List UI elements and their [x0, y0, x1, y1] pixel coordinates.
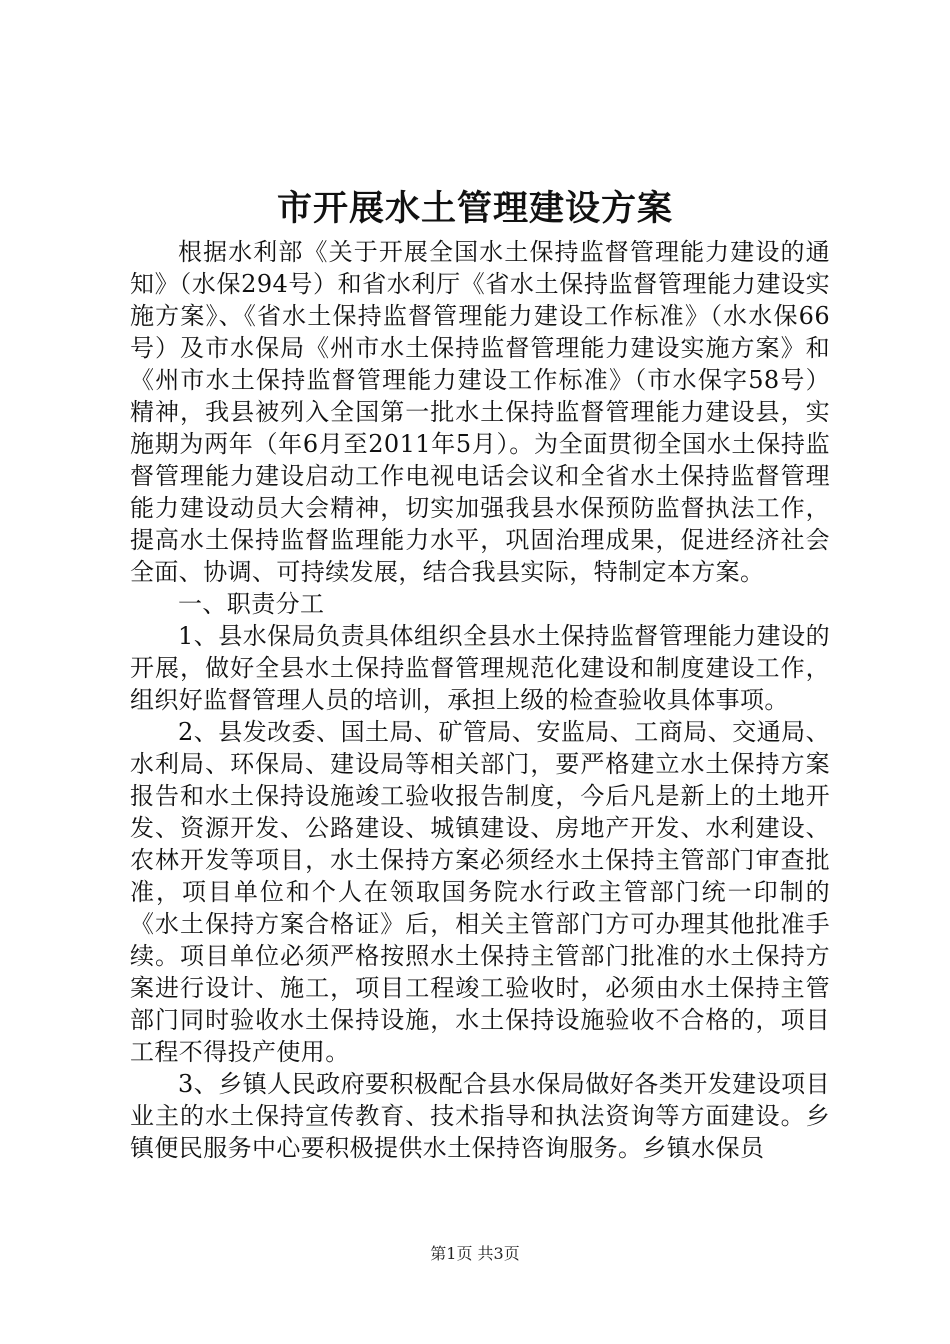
- page-number-footer: 第1页 共3页: [430, 1244, 520, 1263]
- section-heading-duties: 一、职责分工: [178, 590, 325, 618]
- paragraph-item-2: 2、县发改委、国土局、矿管局、安监局、工商局、交通局、水利局、环保局、建设局等相关部门，要严格建立水土保持方案报告和水土保持设施竣工验收报告制度，今后凡是新上的土地开发、资源开发、公路建设、城镇建设、房地产开发、水利建设、农林开发等项目，水土保持方案必须经水土保持主管部门审查批准，项目单位和个人在领取国务院水行政主管部门统一印制的《水土保持方案合格证》后，相关主管部门方可办理其他批准手续。项目单位必须严格按照水土保持主管部门批准的水土保持方案进行设计、施工，项目工程竣工验收时，必须由水土保持主管部门同时验收水土保持设施，水土保持设施验收不合格的，项目工程不得投产使用。: [130, 718, 830, 1066]
- paragraph-item-3: 3、乡镇人民政府要积极配合县水保局做好各类开发建设项目业主的水土保持宣传教育、技术指导和执法资询等方面建设。乡镇便民服务中心要积极提供水土保持咨询服务。乡镇水保员: [130, 1070, 830, 1162]
- document-title: 市开展水土管理建设方案: [276, 188, 673, 229]
- document-body: [130, 236, 830, 1164]
- paragraph-item-1: 1、县水保局负责具体组织全县水土保持监督管理能力建设的开展，做好全县水土保持监督管理规范化建设和制度建设工作，组织好监督管理人员的培训，承担上级的检查验收具体事项。: [130, 622, 830, 714]
- paragraph-intro: 根据水利部《关于开展全国水土保持监督管理能力建设的通知》（水保294号）和省水利厅《省水土保持监督管理能力建设实施方案》、《省水土保持监督管理能力建设工作标准》（水水保66号）及市水保局《州市水土保持监督管理能力建设实施方案》和《州市水土保持监督管理能力建设工作标准》（市水保字58号）精神，我县被列入全国第一批水土保持监督管理能力建设县，实施期为两年（年6月至2011年5月）。为全面贯彻全国水土保持监督管理能力建设启动工作电视电话会议和全省水土保持监督管理能力建设动员大会精神，切实加强我县水保预防监督执法工作，提高水土保持监督监理能力水平，巩固治理成果，促进经济社会全面、协调、可持续发展，结合我县实际，特制定本方案。: [130, 238, 830, 586]
